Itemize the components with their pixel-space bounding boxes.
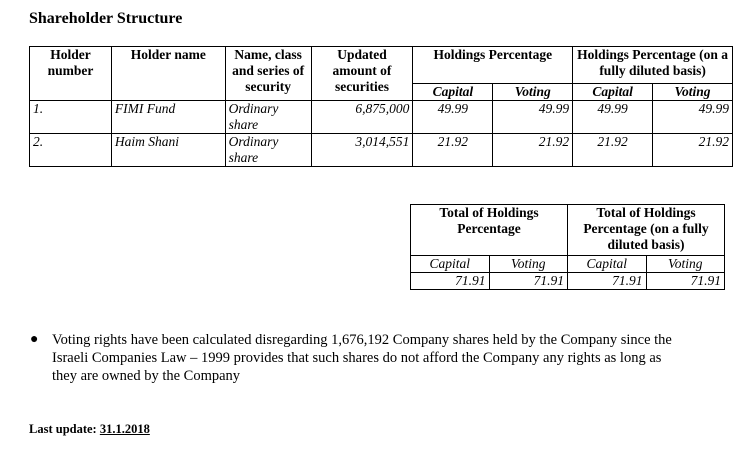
row-number: 1. <box>30 101 112 134</box>
totals-capital-label: Capital <box>411 256 490 273</box>
note-text: Voting rights have been calculated disregarding 1,676,192 Company shares held by the Company since the Israeli Companies Law – 1999 provides that such shares do not afford the Company any rights as long as they are owned by the Company <box>52 332 672 384</box>
row-diluted-voting: 21.92 <box>653 134 733 167</box>
subheader-diluted-voting: Voting <box>653 84 733 101</box>
header-total-holdings: Total of Holdings Percentage <box>411 205 568 256</box>
row-amount: 6,875,000 <box>311 101 413 134</box>
subheader-diluted-capital: Capital <box>573 84 653 101</box>
row-voting: 49.99 <box>493 101 573 134</box>
subheader-capital: Capital <box>413 84 493 101</box>
header-updated-amount: Updated amount of securities <box>311 47 413 101</box>
header-holder-name: Holder name <box>111 47 225 101</box>
totals-voting: 71.91 <box>489 273 568 290</box>
row-voting: 21.92 <box>493 134 573 167</box>
totals-diluted-voting-label: Voting <box>646 256 725 273</box>
header-holdings-pct-diluted: Holdings Percentage (on a fully diluted basis) <box>573 47 733 84</box>
last-update-date: 31.1.2018 <box>99 422 150 436</box>
row-amount: 3,014,551 <box>311 134 413 167</box>
table-row <box>30 134 733 167</box>
totals-capital: 71.91 <box>411 273 490 290</box>
subheader-voting: Voting <box>493 84 573 101</box>
row-capital: 21.92 <box>413 134 493 167</box>
row-holder-name: Haim Shani <box>111 134 225 167</box>
totals-voting-label: Voting <box>489 256 568 273</box>
last-update-label: Last update: <box>29 422 97 436</box>
totals-diluted-voting: 71.91 <box>646 273 725 290</box>
row-number: 2. <box>30 134 112 167</box>
last-update <box>29 422 150 437</box>
shareholder-table <box>29 46 733 167</box>
row-security: Ordinary share <box>225 101 311 134</box>
totals-diluted-capital-label: Capital <box>568 256 647 273</box>
totals-table <box>410 204 725 290</box>
row-holder-name: FIMI Fund <box>111 101 225 134</box>
header-holdings-pct: Holdings Percentage <box>413 47 573 84</box>
voting-rights-note <box>30 331 680 385</box>
row-diluted-voting: 49.99 <box>653 101 733 134</box>
header-holder-number: Holder number <box>30 47 112 101</box>
row-diluted-capital: 49.99 <box>573 101 653 134</box>
totals-diluted-capital: 71.91 <box>568 273 647 290</box>
header-security: Name, class and series of security <box>225 47 311 101</box>
row-diluted-capital: 21.92 <box>573 134 653 167</box>
bullet-icon: ● <box>30 332 39 347</box>
row-security: Ordinary share <box>225 134 311 167</box>
table-row <box>30 101 733 134</box>
page-title: Shareholder Structure <box>29 10 183 27</box>
header-total-holdings-diluted: Total of Holdings Percentage (on a fully diluted basis) <box>568 205 725 256</box>
row-capital: 49.99 <box>413 101 493 134</box>
